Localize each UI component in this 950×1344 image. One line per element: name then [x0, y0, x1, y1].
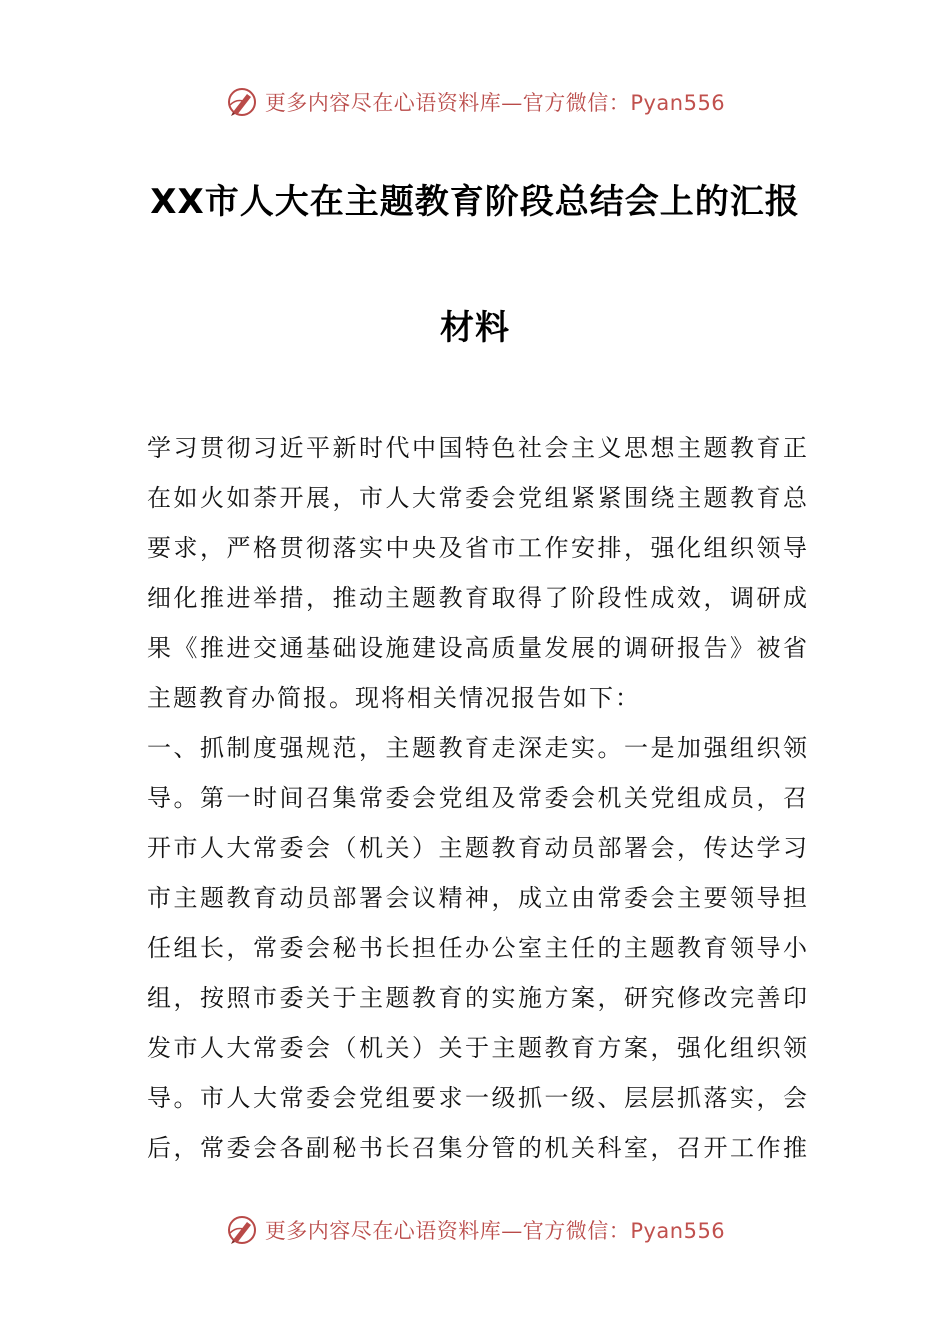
- pen-logo-icon: [225, 85, 259, 119]
- document-title: XX市人大在主题教育阶段总结会上的汇报: [150, 182, 800, 222]
- banner-label: 更多内容尽在心语资料库—官方微信：: [264, 91, 631, 115]
- wechat-id: Pyan556: [630, 91, 726, 115]
- body-line: 市主题教育动员部署会议精神，成立由常委会主要领导担: [147, 884, 807, 912]
- banner-label: 更多内容尽在心语资料库—官方微信：: [264, 1219, 631, 1243]
- body-line: 细化推进举措，推动主题教育取得了阶段性成效，调研成: [147, 584, 807, 612]
- body-line: 导。市人大常委会党组要求一级抓一级、层层抓落实，会: [147, 1084, 807, 1112]
- banner-text: [265, 87, 725, 117]
- body-line: 一、抓制度强规范，主题教育走深走实。一是加强组织领: [147, 734, 807, 762]
- footer-banner: [0, 1208, 950, 1252]
- header-banner: [0, 80, 950, 124]
- body-line: 后，常委会各副秘书长召集分管的机关科室，召开工作推: [147, 1134, 807, 1162]
- wechat-id: Pyan556: [630, 1219, 726, 1243]
- body-line: 任组长，常委会秘书长担任办公室主任的主题教育领导小: [147, 934, 807, 962]
- body-line: 开市人大常委会（机关）主题教育动员部署会，传达学习: [147, 834, 807, 862]
- body-line: 在如火如荼开展，市人大常委会党组紧紧围绕主题教育总: [147, 484, 807, 512]
- pen-logo-icon: [225, 1213, 259, 1247]
- body-line: 组，按照市委关于主题教育的实施方案，研究修改完善印: [147, 984, 807, 1012]
- body-line: 学习贯彻习近平新时代中国特色社会主义思想主题教育正: [147, 434, 807, 462]
- body-line: 发市人大常委会（机关）关于主题教育方案，强化组织领: [147, 1034, 807, 1062]
- body-line: 要求，严格贯彻落实中央及省市工作安排，强化组织领导: [147, 534, 807, 562]
- banner-text: [265, 1215, 725, 1245]
- body-line: 果《推进交通基础设施建设高质量发展的调研报告》被省: [147, 634, 807, 662]
- body-line: 导。第一时间召集常委会党组及常委会机关党组成员，召: [147, 784, 807, 812]
- document-title-continued: 材料: [440, 308, 510, 348]
- body-line: 主题教育办简报。现将相关情况报告如下：: [147, 684, 641, 712]
